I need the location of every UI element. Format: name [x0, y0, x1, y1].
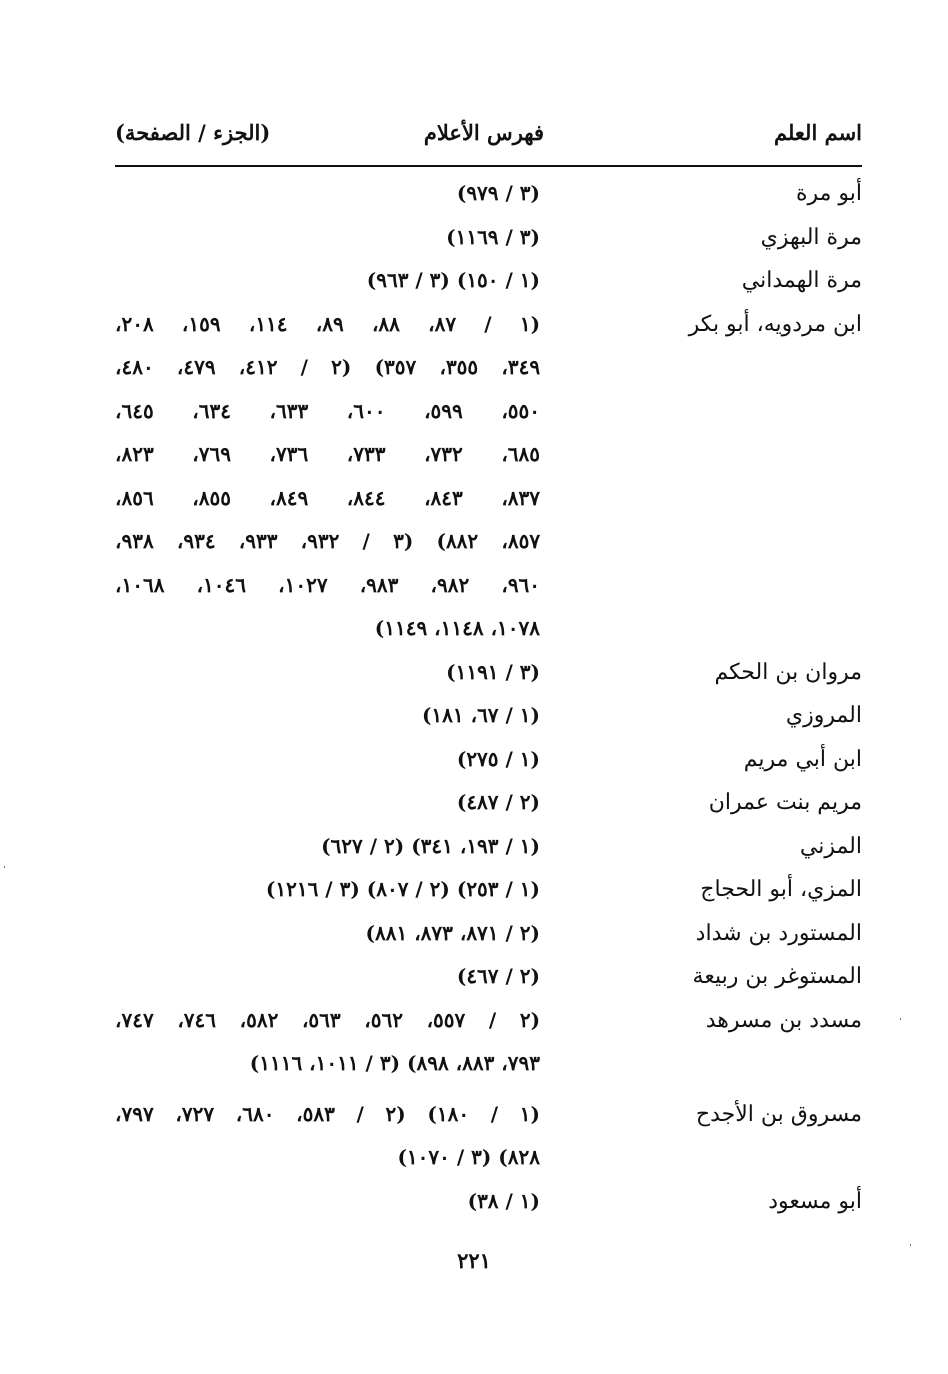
index-row [115, 607, 862, 651]
entry-refs: (٢ / ٤٦٧) [456, 964, 540, 988]
index-title: فهرس الأعلام [423, 120, 544, 145]
entry-refs: (١ / ٢٧٥) [456, 746, 540, 771]
entry-refs: (٢ / ٨٧١، ٨٧٣، ٨٨١) [365, 920, 540, 945]
entry-name: مسروق بن الأجدح [695, 1101, 862, 1127]
entry-refs: (١ / ٨٧، ٨٨، ٨٩، ١١٤، ١٥٩، ٢٠٨، [115, 311, 541, 336]
entry-refs: (١ / ٦٧، ١٨١) [421, 703, 540, 727]
index-header [115, 120, 862, 156]
entry-name: المستورد بن شداد [695, 920, 862, 946]
entry-name: مروان بن الحكم [714, 659, 862, 685]
entry-name: مرة البهزي [760, 224, 862, 250]
index-row [115, 868, 862, 912]
entry-refs: (١ / ١٩٣، ٣٤١) (٢ / ٦٢٧) [321, 833, 540, 858]
entry-refs: ٨٥٧، ٨٨٢) (٣ / ٩٣٢، ٩٣٣، ٩٣٤، ٩٣٨، [115, 529, 541, 553]
entry-refs: (٢ / ٤٨٧) [456, 790, 540, 814]
entry-name: المروزي [785, 703, 862, 728]
index-row [115, 433, 862, 477]
index-row [115, 825, 862, 869]
entry-name: أبو مرة [795, 181, 862, 206]
index-row [115, 390, 862, 434]
entry-refs: ٣٤٩، ٣٥٥، ٣٥٧) (٢ / ٤١٢، ٤٧٩، ٤٨٠، [115, 355, 541, 379]
index-row [115, 520, 862, 564]
entry-refs: ٥٥٠، ٥٩٩، ٦٠٠، ٦٣٣، ٦٣٤، ٦٤٥، [115, 398, 541, 423]
index-row [115, 564, 862, 608]
name-column-heading: اسم العلم [773, 120, 862, 145]
entry-name: مسدد بن مسرهد [705, 1007, 862, 1033]
index-row [115, 1180, 862, 1224]
index-entries [115, 172, 862, 1223]
index-row [115, 172, 862, 216]
entry-name: ابن مردويه، أبو بكر [688, 311, 862, 337]
entry-name: مريم بنت عمران [708, 790, 862, 815]
page-number: ٢٢١ [457, 1248, 491, 1273]
entry-refs: (١ / ١٥٠) (٣ / ٩٦٣) [366, 268, 540, 292]
entry-refs: (١ / ٢٥٣) (٢ / ٨٠٧) (٣ / ١٢١٦) [265, 877, 540, 901]
entry-name: ابن أبي مريم [743, 746, 862, 772]
entry-refs: (٢ / ٥٥٧، ٥٦٢، ٥٦٣، ٥٨٢، ٧٤٦، ٧٤٧، [115, 1007, 541, 1032]
index-row [115, 781, 862, 825]
entry-refs: (٣ / ١١٦٩) [446, 224, 540, 249]
entry-refs: ٨٢٨) (٣ / ١٠٧٠) [397, 1145, 540, 1169]
scan-speck [900, 1018, 901, 1020]
scan-speck [910, 1244, 911, 1246]
entry-refs: ٩٦٠، ٩٨٢، ٩٨٣، ١٠٢٧، ١٠٤٦، ١٠٦٨، [115, 572, 541, 597]
index-row [115, 477, 862, 521]
index-row [115, 1042, 862, 1086]
index-row [115, 912, 862, 956]
index-row [115, 1093, 862, 1137]
index-row [115, 1136, 862, 1180]
entry-refs: (١ / ١٨٠) (٢ / ٥٨٣، ٦٨٠، ٧٢٧، ٧٩٧، [115, 1101, 540, 1126]
entry-name: مرة الهمداني [741, 268, 862, 293]
header-divider [115, 165, 862, 167]
entry-refs: (٣ / ٩٧٩) [456, 181, 540, 205]
index-row [115, 694, 862, 738]
index-row [115, 346, 862, 390]
index-row [115, 738, 862, 782]
entry-name: المزي، أبو الحجاج [700, 877, 862, 902]
entry-refs: ١٠٧٨، ١١٤٨، ١١٤٩) [374, 616, 540, 640]
entry-refs: (١ / ٣٨) [467, 1188, 540, 1213]
index-row [115, 216, 862, 260]
index-row [115, 651, 862, 695]
entry-refs: (٣ / ١١٩١) [446, 659, 540, 684]
entry-name: المزني [799, 833, 862, 859]
entry-name: المستوغر بن ربيعة [692, 964, 862, 989]
entry-refs: ٦٨٥، ٧٣٢، ٧٣٣، ٧٣٦، ٧٦٩، ٨٢٣، [115, 442, 541, 466]
index-row [115, 999, 862, 1043]
volume-page-column-heading: (الجزء / الصفحة) [115, 120, 271, 145]
scan-speck [4, 866, 5, 868]
entry-refs: ٧٩٣، ٨٨٣، ٨٩٨) (٣ / ١٠١١، ١١١٦) [249, 1051, 540, 1075]
entry-name: أبو مسعود [768, 1188, 862, 1214]
index-row [115, 259, 862, 303]
index-row [115, 303, 862, 347]
entry-refs: ٨٣٧، ٨٤٣، ٨٤٤، ٨٤٩، ٨٥٥، ٨٥٦، [115, 485, 541, 510]
index-row [115, 955, 862, 999]
